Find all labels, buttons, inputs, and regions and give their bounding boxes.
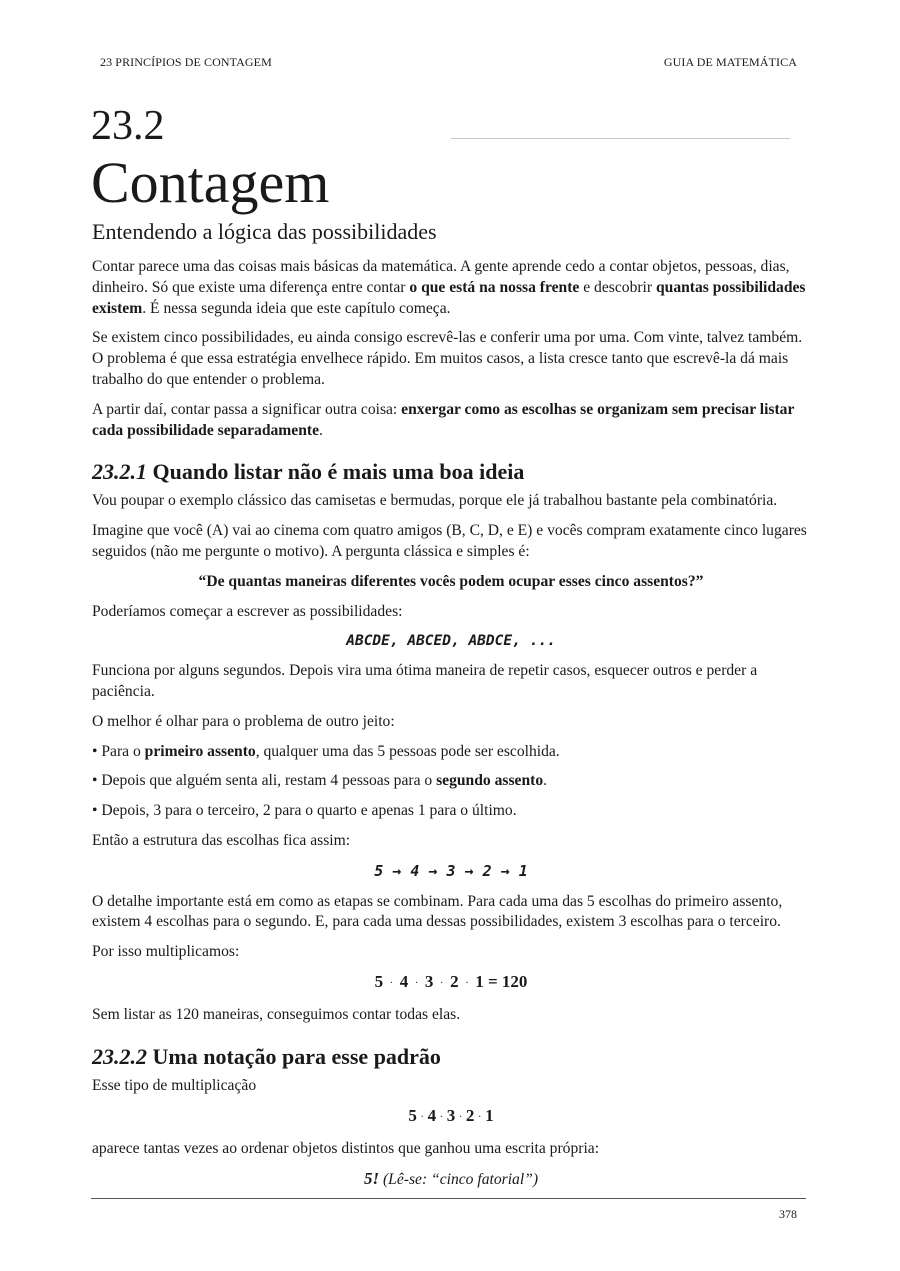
bullet-item: • Para o primeiro assento, qualquer uma das 5 pessoas pode ser escolhida. (92, 742, 560, 760)
choice-sequence: 5 → 4 → 3 → 2 → 1 (374, 861, 528, 880)
section1-paragraph-4: Funciona por alguns segundos. Depois vira uma ótima maneira de repetir casos, esquecer outros e perder a paciência. (92, 662, 758, 700)
product-expression: 5 · 4 · 3 · 2 · 1 (408, 1106, 494, 1125)
section1-paragraph-9: Sem listar as 120 maneiras, conseguimos contar todas elas. (92, 1006, 461, 1024)
product-equation: 5 · 4 · 3 · 2 · 1 = 120 (374, 971, 528, 991)
chapter-number: 23.2 (91, 103, 165, 149)
section2-paragraph-2: aparece tantas vezes ao ordenar objetos distintos que ganhou uma escrita própria: (92, 1140, 600, 1158)
intro-paragraph-3: A partir daí, contar passa a significar outra coisa: enxergar como as escolhas se organizam sem precisar listar cada possibilidade separadamente. (92, 400, 795, 439)
chapter-rule (451, 138, 790, 139)
chapter-title: Contagem (91, 150, 330, 215)
section1-paragraph-5: O melhor é olhar para o problema de outro jeito: (92, 712, 395, 730)
section-title: Quando listar não é mais uma boa ideia (147, 459, 525, 485)
section1-paragraph-1: Vou poupar o exemplo clássico das camisetas e bermudas, porque ele já trabalhou bastante pela combinatória. (92, 492, 778, 510)
intro-paragraph-1: Contar parece uma das coisas mais básicas da matemática. A gente aprende cedo a contar objetos, pessoas, dias, dinheiro. Só que existe uma diferença entre contar o que está na nossa frente e descobrir quantas possibilidades existem. É nessa segunda ideia que este capítulo começa. (92, 258, 806, 317)
bullet-item: • Depois, 3 para o terceiro, 2 para o quarto e apenas 1 para o último. (92, 802, 517, 820)
section1-paragraph-2: Imagine que você (A) vai ao cinema com quatro amigos (B, C, D, e E) e vocês compram exatamente cinco lugares seguidos (não me pergunte o motivo). A pergunta clássica e simples é: (92, 522, 807, 560)
section1-paragraph-6: Então a estrutura das escolhas fica assim: (92, 831, 351, 849)
bullet-item: • Depois que alguém senta ali, restam 4 pessoas para o segundo assento. (92, 772, 548, 790)
listing-example: ABCDE, ABCED, ABDCE, ... (346, 633, 556, 650)
running-header (100, 55, 797, 70)
section-number: 23.2.1 (92, 459, 147, 485)
section2-paragraph-1: Esse tipo de multiplicação (92, 1077, 257, 1095)
section-number: 23.2.2 (92, 1044, 147, 1070)
chapter-subtitle: Entendendo a lógica das possibilidades (92, 219, 437, 244)
section-heading-23-2-2 (92, 1044, 810, 1070)
section-title: Uma notação para esse padrão (147, 1044, 441, 1070)
factorial-notation: 5! (Lê-se: “cinco fatorial”) (363, 1169, 539, 1189)
header-chapter: 23 PRINCÍPIOS DE CONTAGEM (100, 55, 272, 69)
intro-paragraph-2: Se existem cinco possibilidades, eu ainda consigo escrevê-las e conferir uma por uma. Com vinte, talvez também. O problema é que essa estratégia envelhece rápido. Em muitos casos, a lista cresce tanto que escrevê-la dá mais trabalho do que entender o problema. (92, 329, 803, 388)
section1-paragraph-3: Poderíamos começar a escrever as possibilidades: (92, 602, 403, 620)
header-book-title: GUIA DE MATEMÁTICA (663, 55, 797, 69)
section1-paragraph-8: Por isso multiplicamos: (92, 943, 240, 961)
page-content (92, 257, 810, 1200)
footer-rule (91, 1198, 806, 1199)
key-question: “De quantas maneiras diferentes vocês podem ocupar esses cinco assentos?” (198, 572, 704, 590)
section1-paragraph-7: O detalhe importante está em como as etapas se combinam. Para cada uma das 5 escolhas do primeiro assento, existem 4 escolhas para o segundo. E, para cada uma dessas possibilidades, existem 3 escolhas para o terceiro. (92, 892, 783, 931)
page-number: 378 (779, 1207, 797, 1221)
section-heading-23-2-1 (92, 459, 810, 485)
